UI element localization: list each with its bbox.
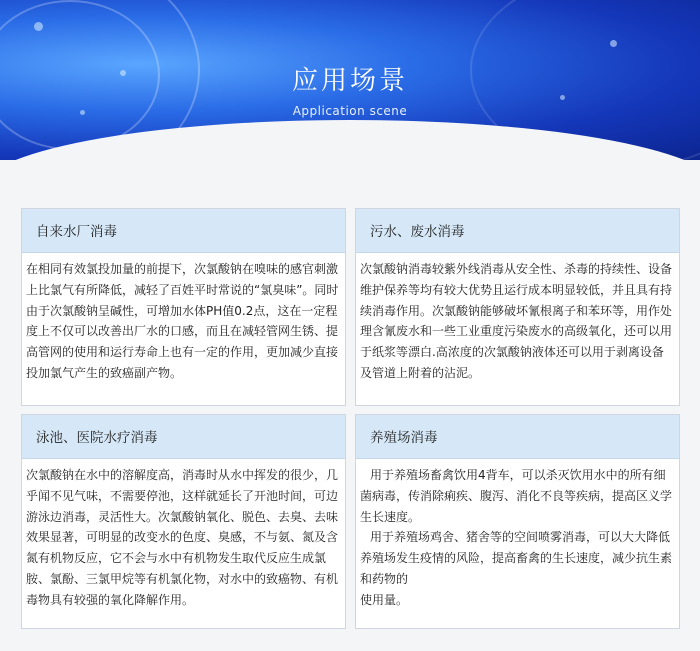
card-paragraph: 次氯酸钠消毒较紫外线消毒从安全性、杀毒的持续性、设备维护保养等均有较大优势且运行成本明显较低，并且具有持续消毒作用。次氯酸钠能够破坏氰根离子和苯环等，用作处理含氰废水和一些工业重度污染废水的高级氧化，还可以用于纸浆等漂白.高浓度的次氯酸钠液体还可以用于剥离设备及管道上附着的沾泥。: [360, 262, 673, 380]
card-body: [22, 253, 345, 384]
card-body: [22, 459, 345, 611]
card-paragraph: 用于养殖场畜禽饮用4背车，可以杀灭饮用水中的所有细菌病毒，传消除痢疾、腹泻、消化不良等疾病，提高区义学生长速度。: [360, 468, 673, 524]
card-heading: 泳池、医院水疗消毒: [22, 415, 345, 459]
card-swimming-pool: [21, 414, 346, 629]
card-body: [356, 253, 679, 384]
card-heading: 自来水厂消毒: [22, 209, 345, 253]
card-paragraph: 次氯酸钠在水中的溶解度高，消毒时从水中挥发的很少，几乎闻不见气味，不需要停池，这样就延长了开池时间，可边游泳边消毒，灵活性大。次氯酸钠氧化、脱色、去臭、去味效果显著，可明显的改变水的色度、臭感，不与氨、氮及含氮有机物反应，它不会与水中有机物发生取代反应生成氯胺、氯酚、三氯甲烷等有机氯化物，对水中的致癌物、有机毒物具有较强的氧化降解作用。: [26, 468, 339, 607]
card-paragraph: 使用量。: [360, 592, 409, 607]
banner: [0, 0, 700, 160]
water-drop-decoration: [34, 22, 43, 31]
card-wastewater: [355, 208, 680, 406]
card-paragraph: 用于养殖场鸡舍、猪舍等的空间喷雾消毒，可以大大降低养殖场发生疫情的风险，提高畜禽的生长速度，减少抗生素和药物的: [360, 530, 673, 586]
card-paragraph: 在相同有效氯投加量的前提下，次氯酸钠在嗅味的感官刺激上比氯气有所降低，减轻了百姓平时常说的“氯臭味”。同时由于次氯酸钠呈碱性，可增加水体PH值0.2点，这在一定程度上不仅可以改善出厂水的口感，而且在减轻管网生锈、提高管网的使用和运行寿命上也有一定的作用，更加减少直接投加氯气产生的致癌副产物。: [26, 262, 339, 380]
water-drop-decoration: [610, 40, 617, 47]
card-farm: [355, 414, 680, 629]
card-body: [356, 459, 679, 611]
page-title: 应用场景: [291, 66, 408, 96]
card-heading: 养殖场消毒: [356, 415, 679, 459]
page-subtitle: Application scene: [292, 104, 408, 118]
card-heading: 污水、废水消毒: [356, 209, 679, 253]
card-tap-water: [21, 208, 346, 406]
